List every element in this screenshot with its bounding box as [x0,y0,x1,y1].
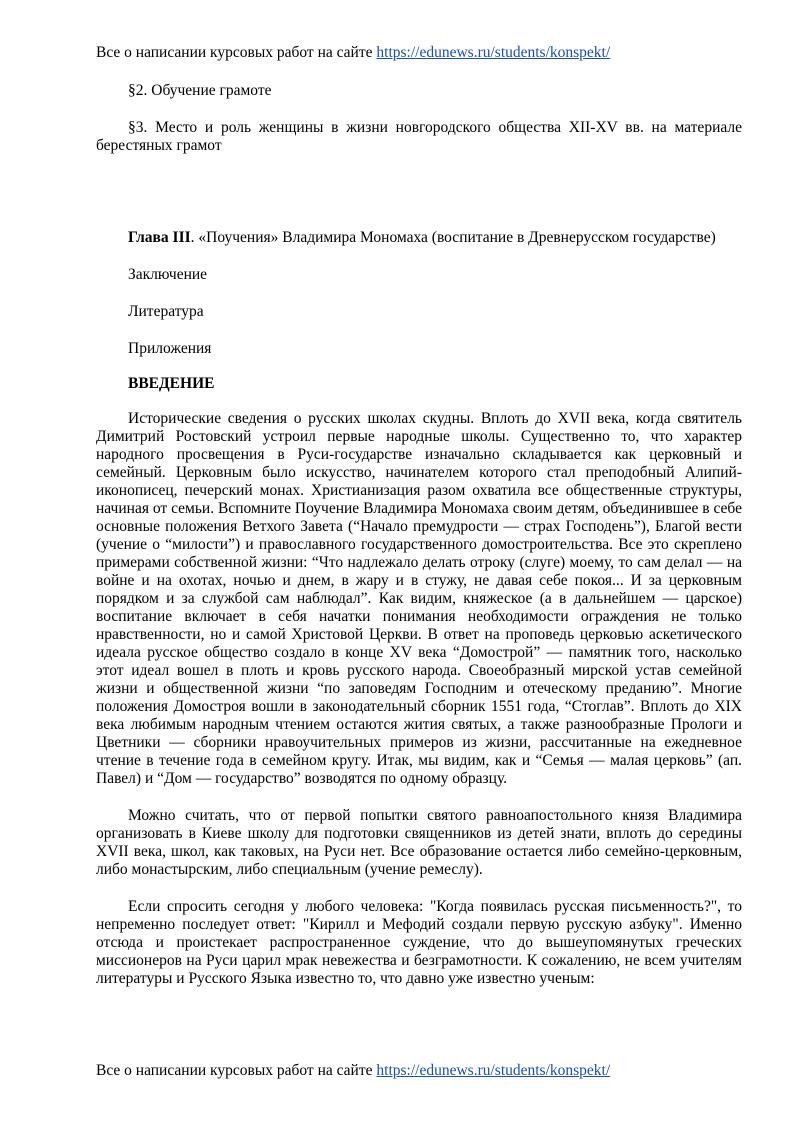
toc-appendix: Приложения [128,340,212,357]
footer-note [96,1062,742,1080]
toc-section-3: §3. Место и роль женщины в жизни новгородского общества XII-XV вв. на материале берестяных грамот [96,119,742,154]
footer-link[interactable]: https://edunews.ru/students/konspekt/ [376,1061,611,1079]
intro-heading-text: ВВЕДЕНИЕ [128,375,215,392]
toc-conclusion: Заключение [128,266,208,283]
chapter-3-label: Глава III [128,229,191,246]
intro-paragraph-2: Можно считать, что от первой попытки святого равноапостольного князя Владимира организовать в Киеве школу для подготовки священников из детей знати, вплоть до середины XVII века, школ, как таковых, на Руси нет. Все образование остается либо семейно-церковным, либо монастырским, либо специальным (учение ремеслу). [96,807,742,878]
header-link[interactable]: https://edunews.ru/students/konspekt/ [376,44,611,61]
footer-note-text: Все о написании курсовых работ на сайте [96,1061,377,1079]
header-note-text: Все о написании курсовых работ на сайте [96,44,377,61]
intro-paragraph-3: Если спросить сегодня у любого человека: "Когда появилась русская письменность?", то непременно последует ответ: "Кирилл и Мефодий создали первую русскую азбуку". Именно отсюда и проистекает распространенное суждение, что до вышеупомянутых греческих миссионеров на Руси царил мрак невежества и безграмотности. К сожалению, не всем учителям литературы и Русского Языка известно то, что давно уже известно ученым: [96,898,742,987]
toc-literature: Литература [128,303,204,320]
toc-section-2: §2. Обучение грамоте [128,82,272,99]
toc-chapter-3 [96,229,742,247]
chapter-3-title: . «Поучения» Владимира Мономаха (воспитание в Древнерусском государстве) [190,229,716,246]
intro-heading [96,375,742,393]
intro-paragraph-1: Исторические сведения о русских школах скудны. Вплоть до XVII века, когда святитель Димитрий Ростовский устроил первые народные школы. Существенно то, что характер народного просвещения в Руси-государстве изначально складывается как церковный и семейный. Церковным было искусство, начинателем которого стал преподобный Алипий-иконописец, печерский монах. Христианизация разом охватила все общественные структуры, начиная от семьи. Вспомните Поучение Владимира Мономаха своим детям, объединившее в себе основные положения Ветхого Завета (“Начало премудрости — страх Господень”), Благой вести (учение о “милости”) и православного государственного домостроительства. Все это скреплено примерами собственной жизни: “Что надлежало делать отроку (слуге) моему, то сам делал — на войне и на охотах, ночью и днем, в жару и в стужу, не давая себе покоя... И за церковным порядком и за службой сам наблюдал”. Как видим, княжеское (а в дальнейшем — царское) воспитание включает в себя начатки понимания необходимости ограждения не только нравственности, но и самой Христовой Церкви. В ответ на проповедь церковью аскетического идеала русское общество создало в конце XV века “Домострой” — памятник того, насколько этот идеал вошел в плоть и кровь русского народа. Своеобразный мирской устав семейной жизни и общественной жизни “по заповедям Господним и отеческому преданию”. Многие положения Домостроя вошли в законодательный сборник 1551 года, “Стоглав”. Вплоть до XIX века любимым народным чтением остаются жития святых, а также разнообразные Прологи и Цветники — сборники нравоучительных примеров из жизни, рассчитанные на ежедневное чтение в течение года в семейном кругу. Итак, мы видим, как и “Семья — малая церковь” (ап. Павел) и “Дом — государство” возводятся по одному образцу. [96,410,742,787]
header-note [96,44,742,62]
document-page [96,44,742,988]
